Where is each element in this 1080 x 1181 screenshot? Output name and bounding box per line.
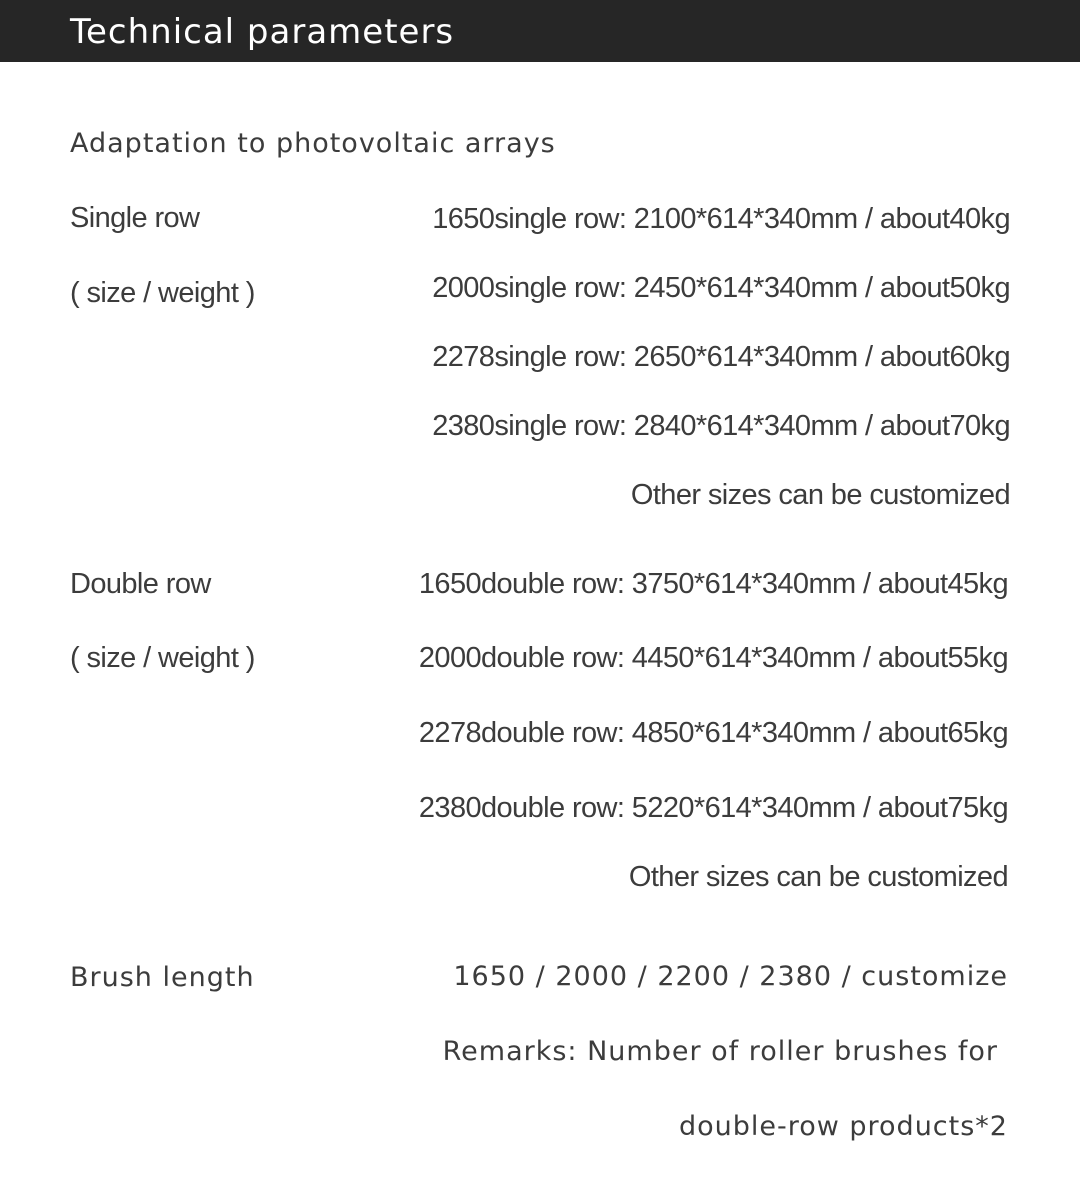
single-row-sublabel: ( size / weight ) xyxy=(70,277,255,309)
brush-remarks-line-2: double-row products*2 xyxy=(678,1111,1008,1142)
single-row-label: Single row xyxy=(70,202,200,234)
brush-length-label: Brush length xyxy=(70,962,255,993)
double-row-note: Other sizes can be customized xyxy=(628,861,1008,893)
header-bar xyxy=(0,0,1080,62)
brush-length-values: 1650 / 2000 / 2200 / 2380 / customize xyxy=(453,961,1008,992)
single-row-spec-2000: 2000single row: 2450*614*340mm / about50kg xyxy=(432,272,1010,304)
brush-remarks-line-1: Remarks: Number of roller brushes for xyxy=(442,1036,998,1067)
page-title: Technical parameters xyxy=(70,12,455,52)
double-row-spec-1650: 1650double row: 3750*614*340mm / about45kg xyxy=(418,568,1008,600)
double-row-spec-2278: 2278double row: 4850*614*340mm / about65kg xyxy=(418,717,1008,749)
single-row-note: Other sizes can be customized xyxy=(630,479,1010,511)
single-row-spec-1650: 1650single row: 2100*614*340mm / about40kg xyxy=(432,203,1010,235)
single-row-spec-2278: 2278single row: 2650*614*340mm / about60kg xyxy=(432,341,1010,373)
double-row-sublabel: ( size / weight ) xyxy=(70,642,255,674)
single-row-spec-2380: 2380single row: 2840*614*340mm / about70kg xyxy=(432,410,1010,442)
double-row-spec-2380: 2380double row: 5220*614*340mm / about75kg xyxy=(418,792,1008,824)
section-heading: Adaptation to photovoltaic arrays xyxy=(70,128,556,159)
double-row-label: Double row xyxy=(70,568,211,600)
double-row-spec-2000: 2000double row: 4450*614*340mm / about55kg xyxy=(418,642,1008,674)
